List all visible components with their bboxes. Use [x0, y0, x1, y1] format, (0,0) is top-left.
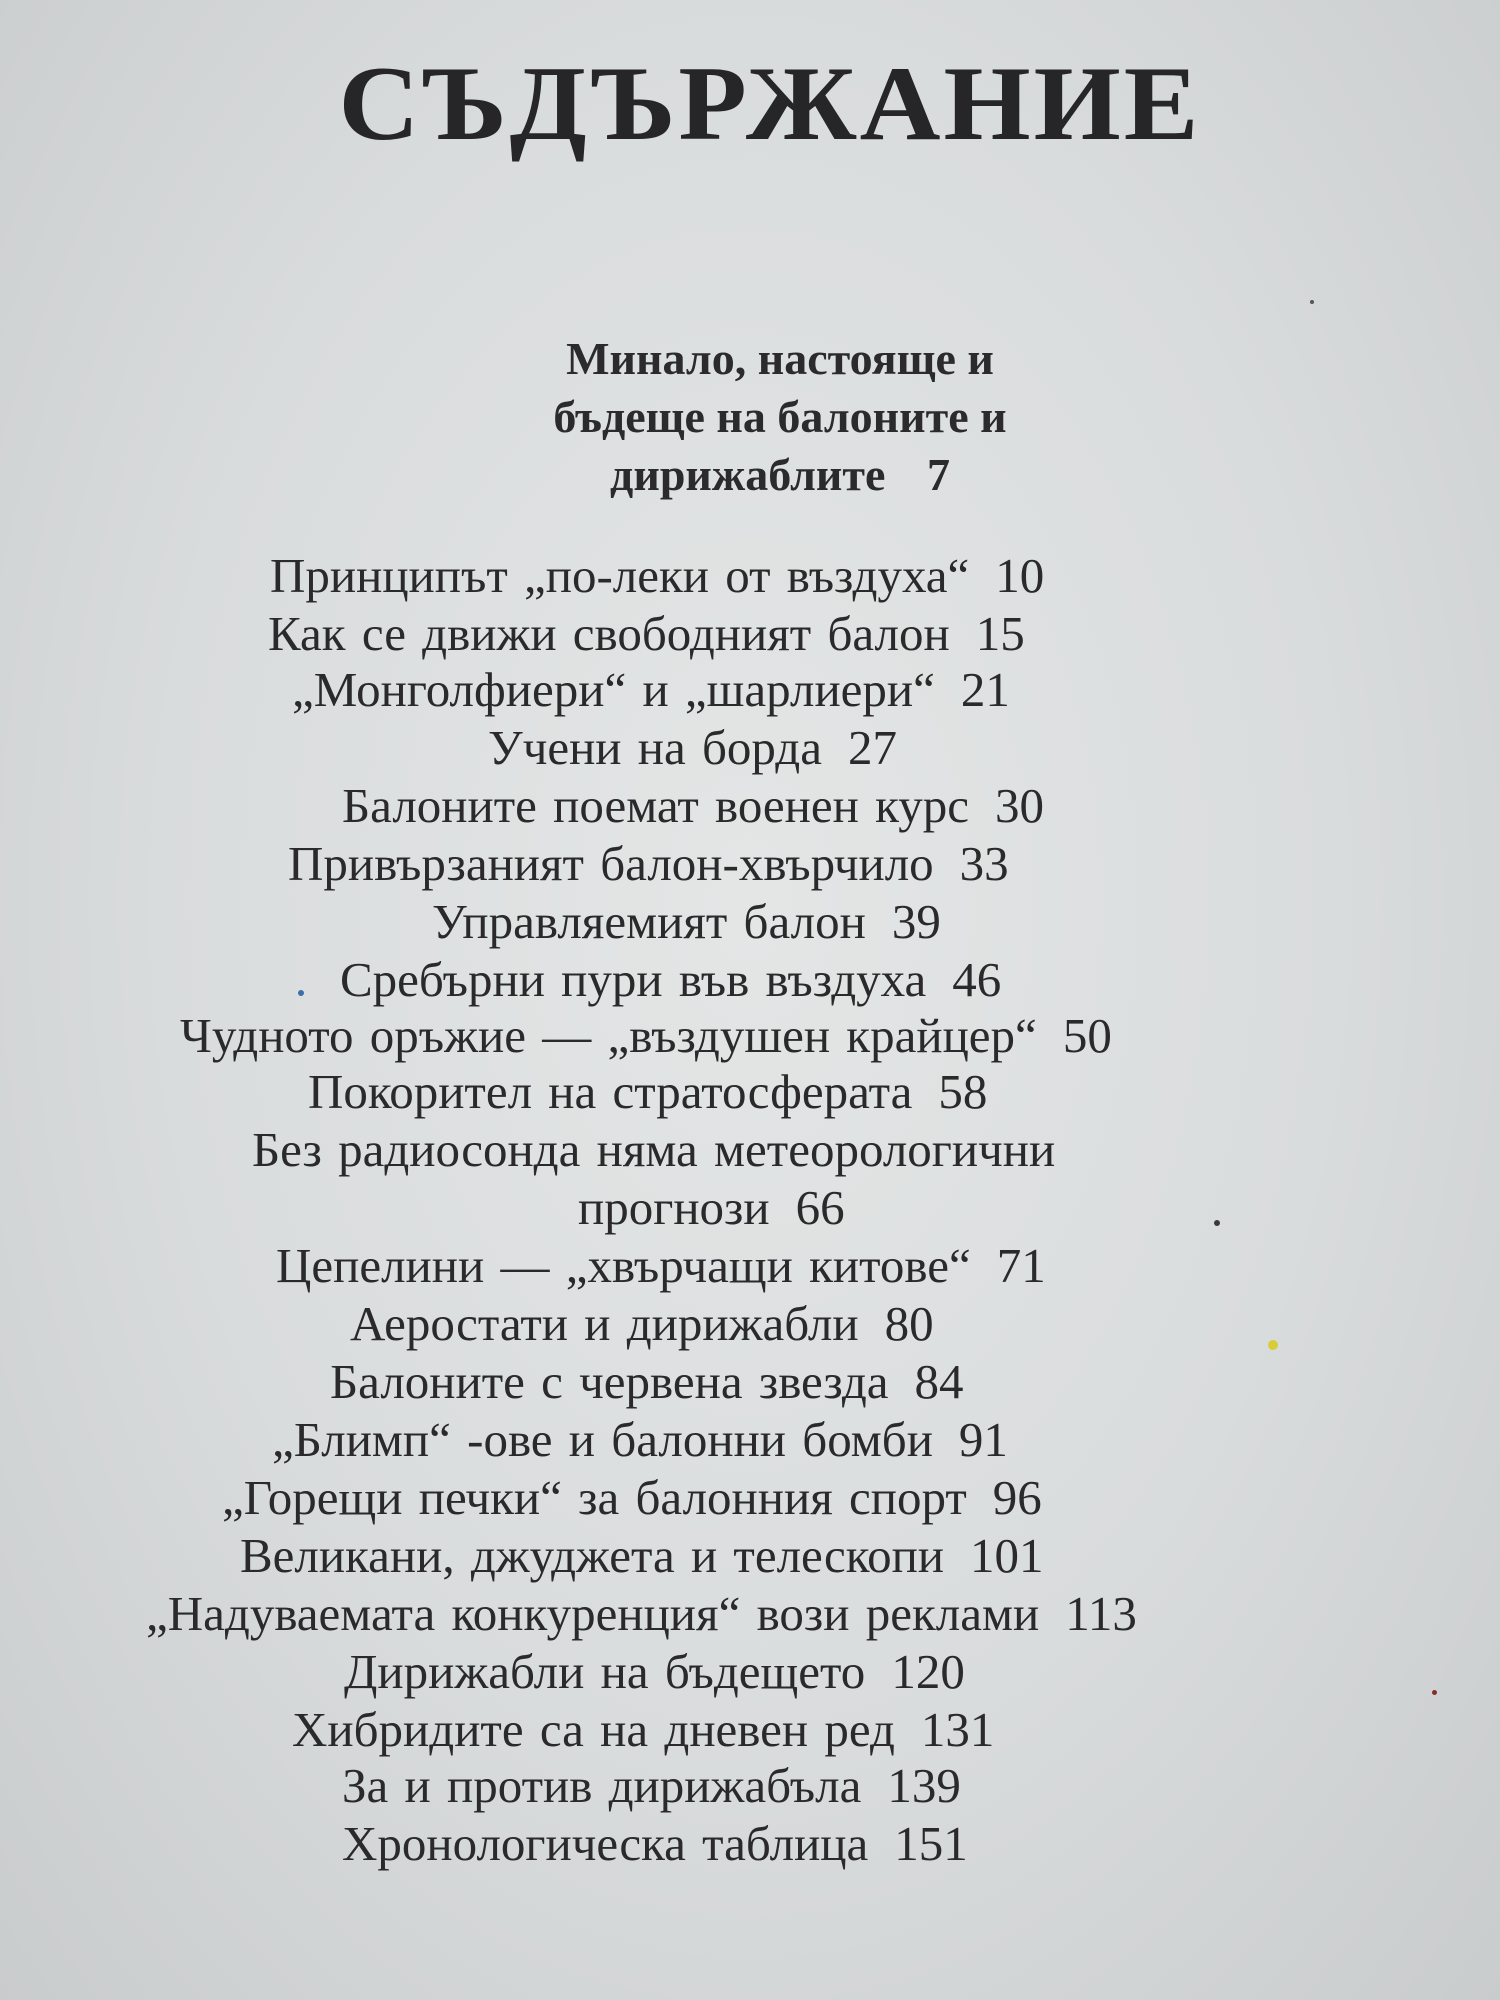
toc-entry-page: 39	[891, 894, 941, 949]
toc-entry-title: Дирижабли на бъдещето	[344, 1644, 866, 1699]
toc-entry	[330, 1354, 964, 1410]
toc-entry-page: 71	[996, 1238, 1046, 1293]
toc-entry	[578, 1180, 845, 1236]
toc-entry	[342, 778, 1044, 834]
toc-entry-title: „Монголфиери“ и „шарлиери“	[292, 662, 935, 717]
toc-entry-page: 139	[887, 1758, 961, 1813]
toc-entry-title: Цепелини — „хвърчащи китове“	[276, 1238, 971, 1293]
toc-entry-page: 151	[894, 1816, 968, 1871]
toc-entry-title: „Горещи печки“ за балонния спорт	[222, 1470, 967, 1525]
toc-entry-page: 46	[952, 952, 1002, 1007]
paper-speck	[1268, 1340, 1278, 1350]
toc-entry-title: Покорител на стратосферата	[308, 1064, 913, 1119]
toc-entry	[342, 1758, 961, 1814]
toc-entry	[308, 1064, 987, 1120]
toc-entry-title: За и против дирижабъла	[342, 1758, 862, 1813]
toc-entry-title: Сребърни пури във въздуха	[340, 952, 927, 1007]
toc-entry-title: Хронологическа таблица	[342, 1816, 869, 1871]
lead-line-3-text: дирижаблите	[610, 449, 886, 500]
toc-entry-title: Чудното оръжие — „въздушен крайцер“	[180, 1008, 1037, 1063]
toc-entry-page: 131	[920, 1702, 995, 1757]
toc-entry-page: 66	[795, 1180, 845, 1235]
toc-entry-page: 27	[847, 720, 897, 775]
paper-speck	[298, 990, 304, 996]
toc-entry	[268, 606, 1025, 662]
page-title: СЪДЪРЖАНИЕ	[338, 45, 1202, 163]
toc-entry-title: „Блимп“ -ове и балонни бомби	[272, 1412, 933, 1467]
lead-line-3	[0, 446, 1500, 504]
paper-speck	[1432, 1690, 1437, 1695]
toc-entry	[146, 1586, 1137, 1642]
toc-entry	[270, 548, 1044, 604]
toc-entry-title: „Надуваемата конкуренция“ вози реклами	[146, 1586, 1040, 1641]
toc-entry	[292, 662, 1010, 718]
toc-entry-page: 113	[1065, 1586, 1137, 1641]
toc-entry	[292, 1702, 994, 1758]
toc-entry-page: 50	[1062, 1008, 1112, 1063]
toc-entry	[272, 1412, 1008, 1468]
toc-entry-page: 96	[992, 1470, 1042, 1525]
toc-entry	[288, 836, 1009, 892]
toc-entry	[252, 1122, 1055, 1178]
toc-entry-title: Учени на борда	[488, 720, 822, 775]
toc-entry-title: Хибридите са на дневен ред	[292, 1702, 895, 1757]
toc-entry-title: Балоните поемат военен курс	[342, 778, 969, 833]
toc-entry-title: Принципът „по-леки от въздуха“	[270, 548, 970, 603]
toc-entry-page: 101	[970, 1528, 1044, 1583]
lead-line-1: Минало, настояще и	[566, 333, 994, 384]
paper-speck	[1214, 1220, 1220, 1226]
toc-entry-page: 21	[960, 662, 1010, 717]
toc-entry-title: Привързаният балон-хвърчило	[288, 836, 934, 891]
toc-entry-page: 120	[891, 1644, 965, 1699]
toc-entry-page: 58	[938, 1064, 988, 1119]
toc-entry-page: 33	[959, 836, 1009, 891]
toc-entry-title: Управляемият балон	[432, 894, 866, 949]
toc-entry-page: 91	[958, 1412, 1008, 1467]
toc-entry-page: 84	[914, 1354, 964, 1409]
toc-entry-title: Балоните с червена звезда	[330, 1354, 889, 1409]
toc-entry-title: прогнози	[578, 1180, 770, 1235]
toc-entry	[432, 894, 941, 950]
toc-entry	[488, 720, 897, 776]
toc-entry	[240, 1528, 1044, 1584]
lead-line-2: бъдеще на балоните и	[553, 391, 1007, 442]
toc-entry-page: 80	[884, 1296, 934, 1351]
toc-entry-title: Без радиосонда няма метеорологични	[252, 1122, 1056, 1177]
toc-entry	[344, 1644, 965, 1700]
toc-entry	[222, 1470, 1042, 1526]
toc-entry-title: Великани, джуджета и телескопи	[240, 1528, 945, 1583]
toc-entry	[342, 1816, 968, 1872]
toc-entry-page: 15	[975, 606, 1025, 661]
toc-entry-title: Как се движи свободният балон	[268, 606, 950, 661]
toc-entry-page: 10	[995, 548, 1045, 603]
toc-entry	[276, 1238, 1046, 1294]
paper-speck	[1310, 300, 1314, 304]
toc-entry-page: 30	[994, 778, 1044, 833]
lead-page-number: 7	[926, 449, 950, 500]
toc-entry	[350, 1296, 934, 1352]
toc-entry-title: Аеростати и дирижабли	[350, 1296, 859, 1351]
toc-entry	[180, 1008, 1112, 1064]
toc-entry	[340, 952, 1001, 1008]
